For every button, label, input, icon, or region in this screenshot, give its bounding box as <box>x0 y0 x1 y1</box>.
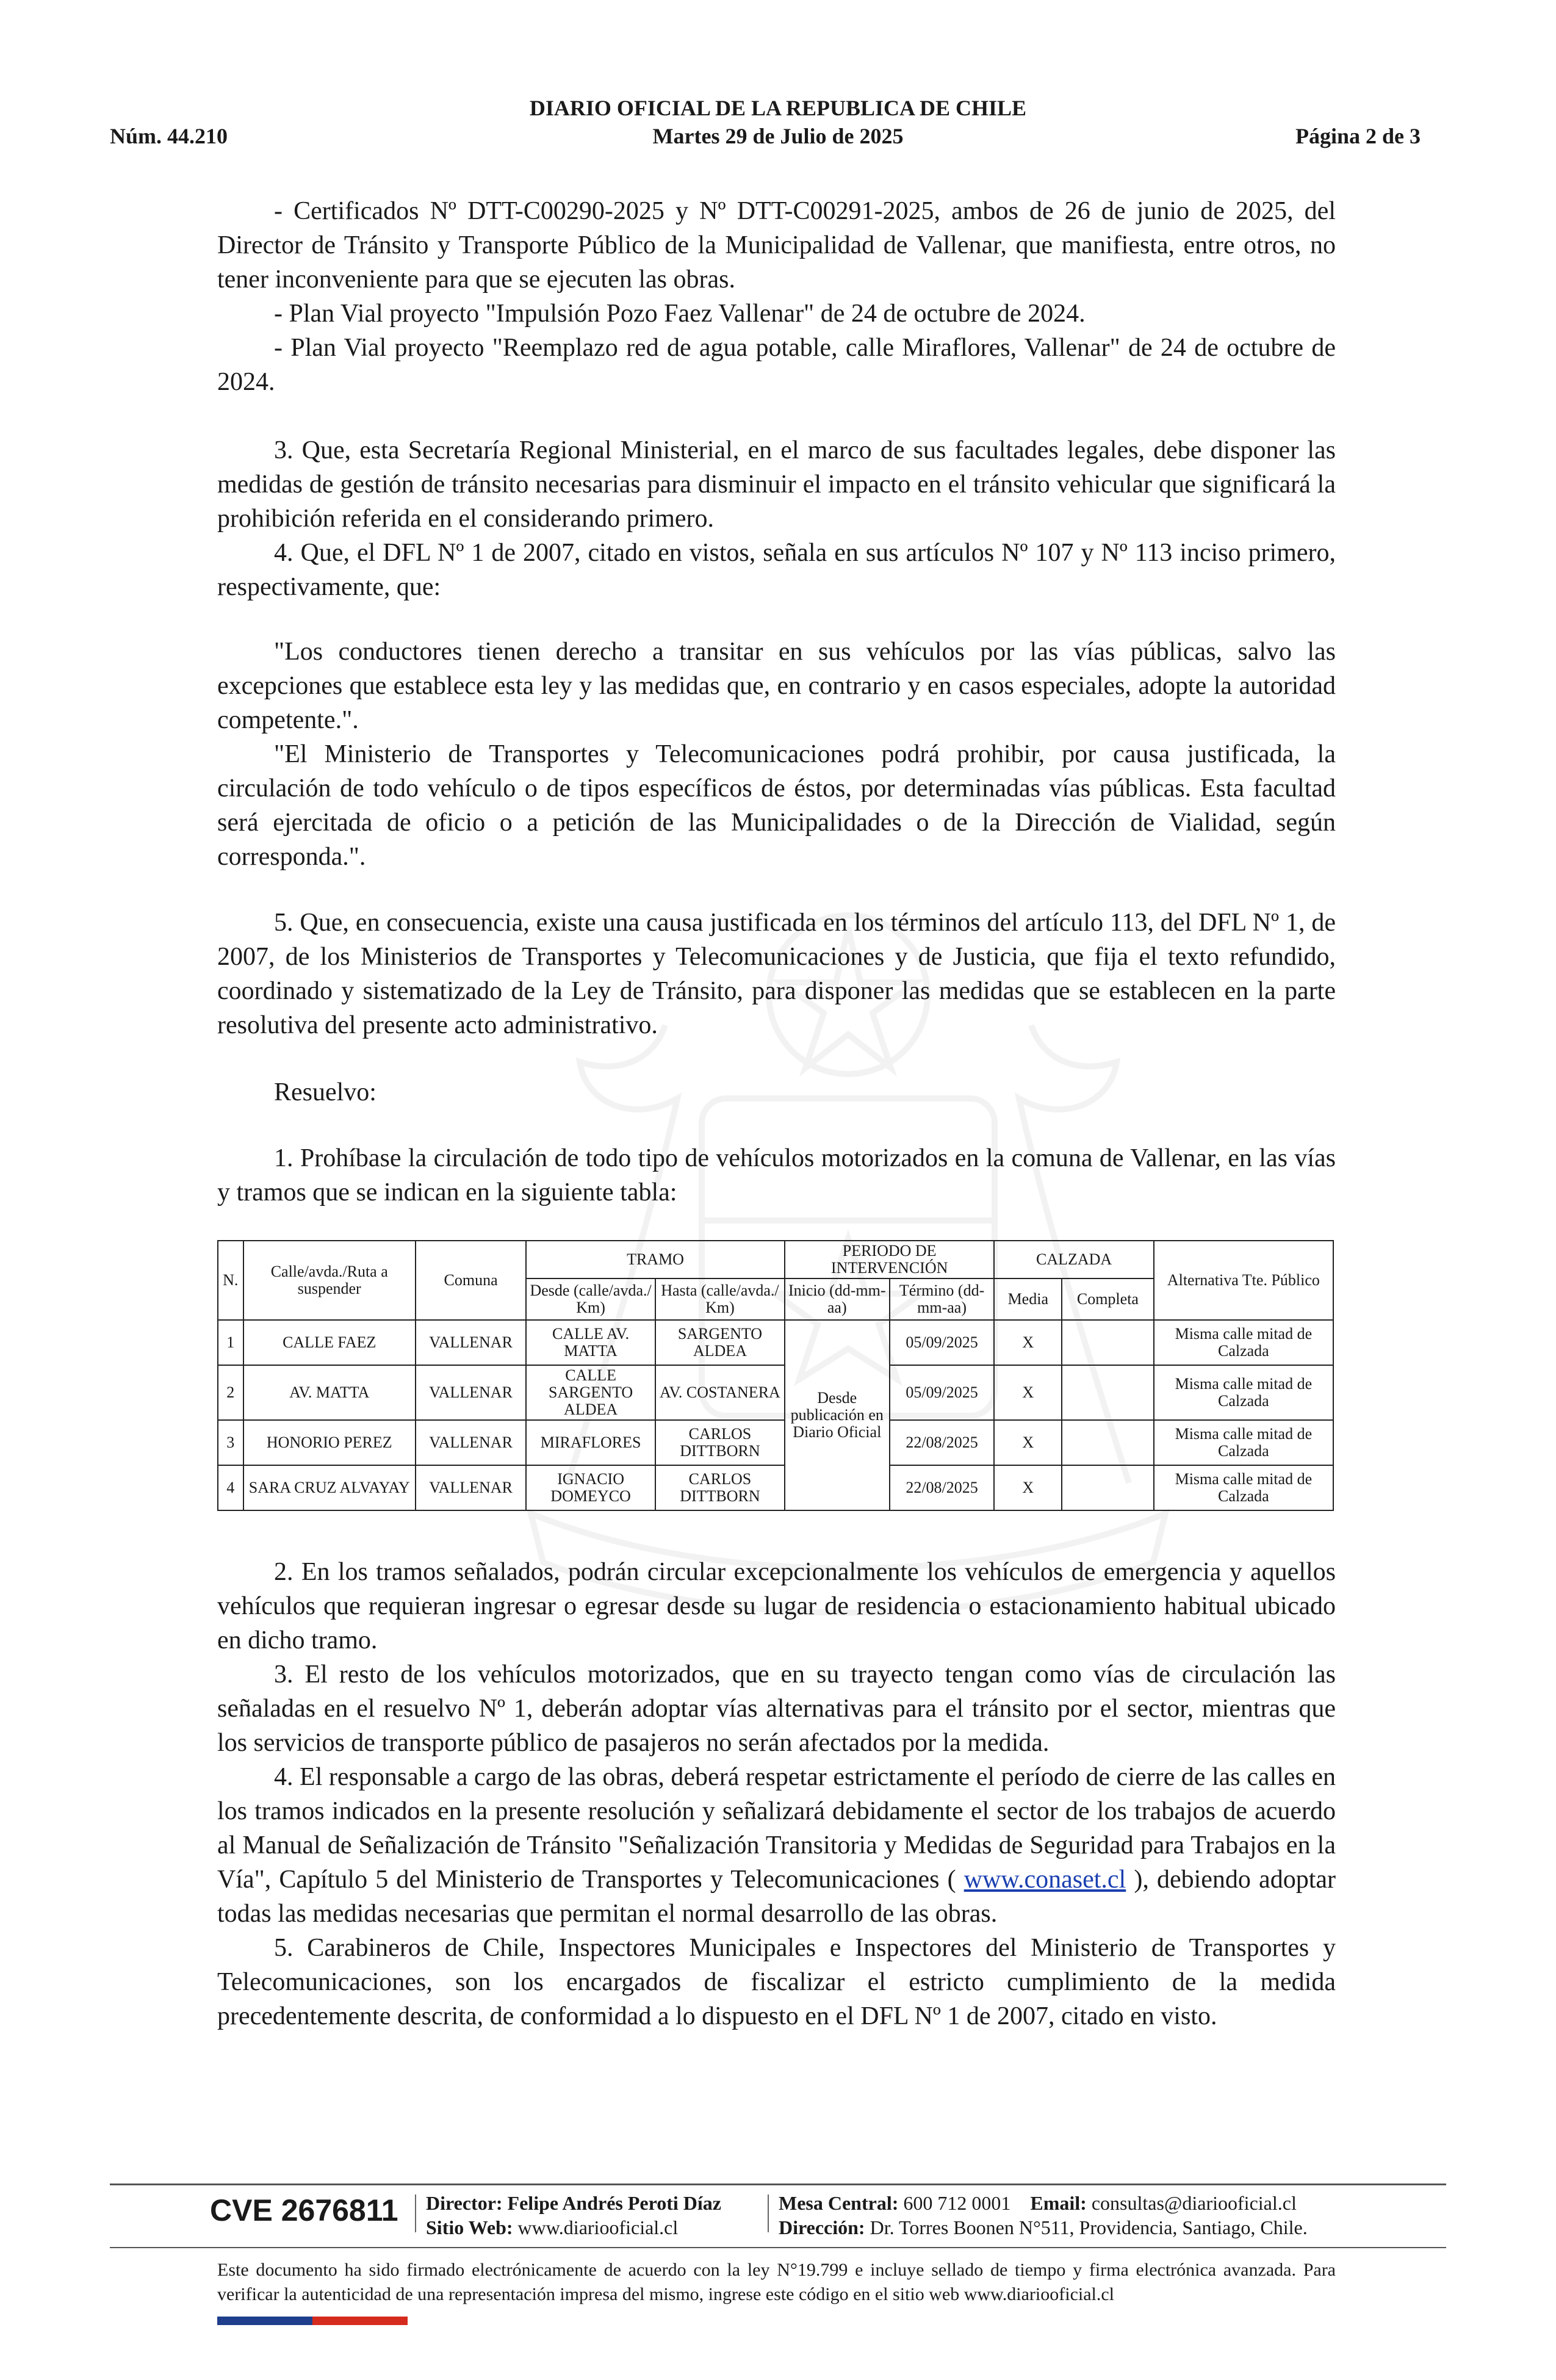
cell-comuna: VALLENAR <box>416 1365 526 1420</box>
mesa-label: Mesa Central: <box>779 2192 899 2214</box>
header-desde: Desde (calle/avda./ Km) <box>526 1278 655 1320</box>
cell-hasta: SARGENTO ALDEA <box>655 1320 785 1365</box>
flag-red-band <box>312 2317 408 2325</box>
closures-table <box>217 1240 1334 1511</box>
header-alternativa: Alternativa Tte. Público <box>1154 1241 1333 1320</box>
cell-termino: 22/08/2025 <box>890 1465 995 1510</box>
cell-termino: 22/08/2025 <box>890 1420 995 1465</box>
cell-inicio-merged: Desde publicación en Diario Oficial <box>785 1320 890 1510</box>
cve-code: CVE 2676811 <box>210 2193 398 2227</box>
quoted-paragraph: "El Ministerio de Transportes y Telecomunicaciones podrá prohibir, por causa justificada, la circulación de todo vehículo o de tipos específicos de éstos, por determinadas vías públicas. Esta facultad será ejercitada de oficio o a petición de las Municipalidades o de la Dirección de Vialidad, según corresponda.". <box>217 740 1336 871</box>
cell-desde: MIRAFLORES <box>526 1420 655 1465</box>
cell-completa <box>1062 1465 1154 1510</box>
paragraph-text: ), debiendo adoptar todas las medidas necesarias que permitan el normal desarrollo de las obras. <box>217 1866 1336 1928</box>
cell-completa <box>1062 1420 1154 1465</box>
header-termino: Término (dd-mm-aa) <box>890 1278 995 1320</box>
cell-hasta: AV. COSTANERA <box>655 1365 785 1420</box>
publication-date: Martes 29 de Julio de 2025 <box>652 124 904 148</box>
cell-termino: 05/09/2025 <box>890 1320 995 1365</box>
footer-separator <box>415 2194 416 2232</box>
paragraph: - Certificados Nº DTT-C00290-2025 y Nº DTT-C00291-2025, ambos de 26 de junio de 2025, del Director de Tránsito y Transporte Público de la Municipalidad de Vallenar, que manifiesta, entre otros, no tener inconveniente para que se ejecuten las obras. <box>217 197 1336 294</box>
paragraph <box>217 1760 1336 1931</box>
cell-media: X <box>994 1365 1062 1420</box>
email-value[interactable]: consultas@diariooficial.cl <box>1091 2192 1297 2214</box>
considerando-block <box>217 906 1336 1042</box>
table-row <box>218 1365 1333 1420</box>
header-calzada: CALZADA <box>994 1241 1153 1278</box>
closures-table-wrapper <box>217 1240 1334 1511</box>
cell-calle: SARA CRUZ ALVAYAY <box>243 1465 416 1510</box>
cell-desde: IGNACIO DOMEYCO <box>526 1465 655 1510</box>
cell-calle: CALLE FAEZ <box>243 1320 416 1365</box>
header-hasta: Hasta (calle/avda./ Km) <box>655 1278 785 1320</box>
paragraph: 5. Que, en consecuencia, existe una causa justificada en los términos del artículo 113, del DFL Nº 1, de 2007, de los Ministerios de Transportes y Telecomunicaciones y de Justicia, que fija el texto refundido, coordinado y sistematizado de la Ley de Tránsito, para disponer las medidas que se establecen en la parte resolutiva del presente acto administrativo. <box>217 909 1336 1039</box>
header-n: N. <box>218 1241 243 1320</box>
paragraph: 2. En los tramos señalados, podrán circular excepcionalmente los vehículos de emergencia y aquellos vehículos que requieran ingresar o egresar desde su lugar de residencia o estacionamiento habitual ubicado en dicho tramo. <box>217 1558 1336 1654</box>
cell-media: X <box>994 1420 1062 1465</box>
cell-comuna: VALLENAR <box>416 1320 526 1365</box>
sitio-label: Sitio Web: <box>426 2216 513 2238</box>
cell-n: 1 <box>218 1320 243 1365</box>
cell-calle: AV. MATTA <box>243 1365 416 1420</box>
cell-comuna: VALLENAR <box>416 1465 526 1510</box>
header-periodo: PERIODO DE INTERVENCIÓN <box>785 1241 995 1278</box>
issue-number: Núm. 44.210 <box>110 124 228 148</box>
paragraph: 5. Carabineros de Chile, Inspectores Municipales e Inspectores del Ministerio de Transportes y Telecomunicaciones, son los encargados de fiscalizar el estricto cumplimiento de la medida precedentemente descrita, de conformidad a lo dispuesto en el DFL Nº 1 de 2007, citado en visto. <box>217 1934 1336 2030</box>
quoted-paragraph: "Los conductores tienen derecho a transitar en sus vehículos por las vías públicas, salvo las excepciones que establece esta ley y las medidas que, en contrario y en casos especiales, adopte la autoridad competente.". <box>217 638 1336 734</box>
cell-alternativa: Misma calle mitad de Calzada <box>1154 1365 1333 1420</box>
chile-flag-stripe <box>217 2317 408 2325</box>
direccion-label: Dirección: <box>779 2216 865 2238</box>
cell-n: 3 <box>218 1420 243 1465</box>
paragraph: 3. El resto de los vehículos motorizados, que en su trayecto tengan como vías de circulación las señaladas en el resuelvo Nº 1, deberán adoptar vías alternativas para el tránsito por el sector, mientras que los servicios de transporte público de pasajeros no serán afectados por la medida. <box>217 1661 1336 1757</box>
resuelvo-heading-block <box>217 1075 1336 1109</box>
cell-n: 4 <box>218 1465 243 1510</box>
cell-calle: HONORIO PEREZ <box>243 1420 416 1465</box>
electronic-signature-note: Este documento ha sido firmado electrónicamente de acuerdo con la ley N°19.799 e incluye sellado de tiempo y firma electrónica avanzada. Para verificar la autenticidad de una representación impresa del mismo, ingrese este código en el sitio web www.diariooficial.cl <box>217 2260 1336 2304</box>
header-comuna: Comuna <box>416 1241 526 1320</box>
header-calle: Calle/avda./Ruta a suspender <box>243 1241 416 1320</box>
cell-n: 2 <box>218 1365 243 1420</box>
header-inicio: Inicio (dd-mm-aa) <box>785 1278 890 1320</box>
cell-media: X <box>994 1320 1062 1365</box>
considerando-block <box>217 433 1336 604</box>
vistos-list <box>217 194 1336 399</box>
footer-contact-block <box>779 2191 1308 2240</box>
cell-completa <box>1062 1320 1154 1365</box>
footer-divider <box>110 2247 1446 2248</box>
cell-termino: 05/09/2025 <box>890 1365 995 1420</box>
header-media: Media <box>994 1278 1062 1320</box>
cell-media: X <box>994 1465 1062 1510</box>
sitio-value[interactable]: www.diariooficial.cl <box>517 2216 679 2238</box>
header-tramo: TRAMO <box>526 1241 785 1278</box>
paragraph: 1. Prohíbase la circulación de todo tipo de vehículos motorizados en la comuna de Vallenar, en las vías y tramos que se indican en la siguiente tabla: <box>217 1144 1336 1206</box>
flag-blue-band <box>217 2317 312 2325</box>
cell-hasta: CARLOS DITTBORN <box>655 1465 785 1510</box>
director-label: Director: Felipe Andrés Peroti Díaz <box>426 2192 721 2214</box>
page-indicator: Página 2 de 3 <box>1295 124 1421 148</box>
paragraph: 3. Que, esta Secretaría Regional Ministerial, en el marco de sus facultades legales, debe disponer las medidas de gestión de tránsito necesarias para disminuir el impacto en el tránsito vehicular que significará la prohibición referida en el considerando primero. <box>217 436 1336 533</box>
resuelvo-heading: Resuelvo: <box>274 1078 376 1106</box>
cell-desde: CALLE SARGENTO ALDEA <box>526 1365 655 1420</box>
quote-block <box>217 635 1336 874</box>
conaset-link[interactable]: www.conaset.cl <box>963 1866 1126 1894</box>
email-label: Email: <box>1030 2192 1087 2214</box>
resuelvo-block <box>217 1555 1336 2033</box>
mesa-value: 600 712 0001 <box>903 2192 1011 2214</box>
resuelvo-block <box>217 1141 1336 1210</box>
paragraph: 4. Que, el DFL Nº 1 de 2007, citado en vistos, señala en sus artículos Nº 107 y Nº 113 inciso primero, respectivamente, que: <box>217 539 1336 601</box>
table-row <box>218 1320 1333 1365</box>
cell-comuna: VALLENAR <box>416 1420 526 1465</box>
table-row <box>218 1420 1333 1465</box>
publication-title: DIARIO OFICIAL DE LA REPUBLICA DE CHILE <box>529 96 1027 120</box>
header-completa: Completa <box>1062 1278 1154 1320</box>
cell-hasta: CARLOS DITTBORN <box>655 1420 785 1465</box>
cell-alternativa: Misma calle mitad de Calzada <box>1154 1420 1333 1465</box>
cell-desde: CALLE AV. MATTA <box>526 1320 655 1365</box>
direccion-value: Dr. Torres Boonen N°511, Providencia, Santiago, Chile. <box>870 2216 1308 2238</box>
table-row <box>218 1465 1333 1510</box>
footer-director-block <box>426 2191 721 2240</box>
cell-completa <box>1062 1365 1154 1420</box>
cell-alternativa: Misma calle mitad de Calzada <box>1154 1320 1333 1365</box>
cell-alternativa: Misma calle mitad de Calzada <box>1154 1465 1333 1510</box>
footer-divider <box>110 2183 1446 2185</box>
paragraph: - Plan Vial proyecto "Reemplazo red de agua potable, calle Miraflores, Vallenar" de 24 de octubre de 2024. <box>217 334 1336 396</box>
paragraph: - Plan Vial proyecto "Impulsión Pozo Faez Vallenar" de 24 de octubre de 2024. <box>274 300 1086 328</box>
footer-separator <box>768 2194 769 2232</box>
paragraph-text: 4. El responsable a cargo de las obras, deberá respetar estrictamente el período de cierre de las calles en los tramos indicados en la presente resolución y señalizará debidamente el sector de los trabajos de acuerdo al Manual de Señalización de Tránsito "Señalización Transitoria y Medidas de Seguridad para Trabajos en la Vía", Capítulo 5 del Ministerio de Transportes y Telecomunicaciones ( <box>217 1763 1336 1894</box>
